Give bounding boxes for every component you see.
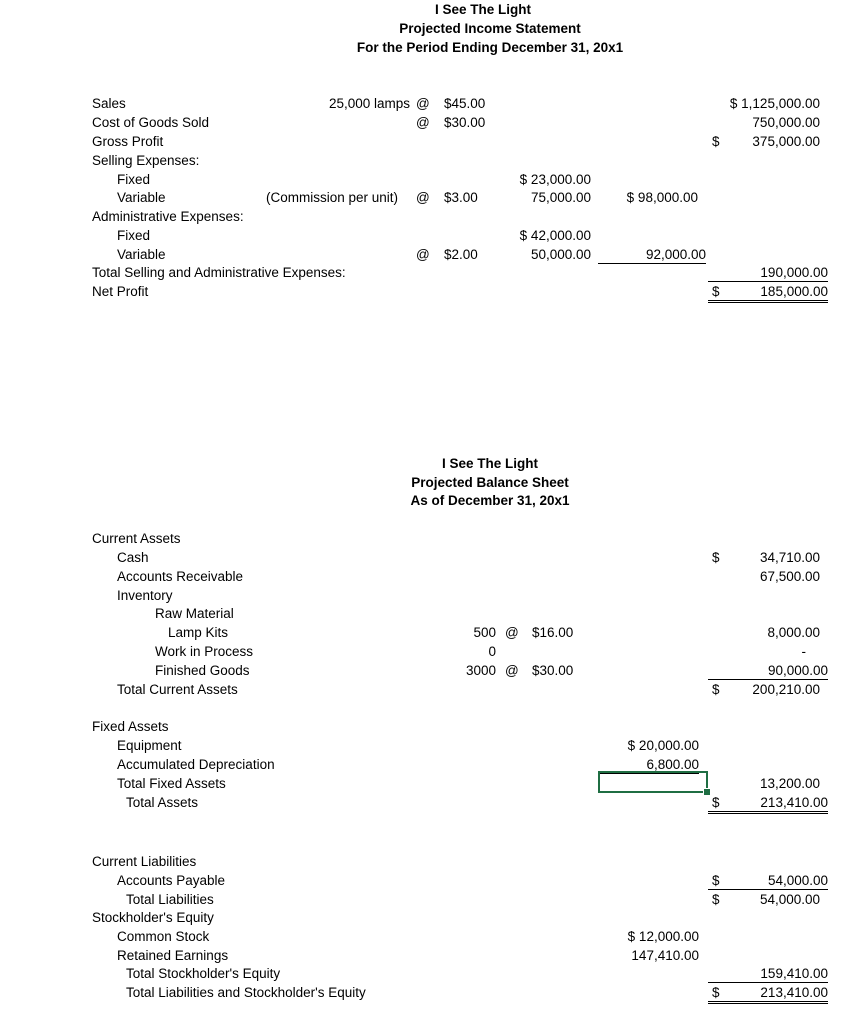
income-subtitle: Projected Income Statement	[399, 21, 581, 36]
cash-dollar: $	[712, 550, 720, 565]
ta-dollar: $	[712, 795, 720, 810]
gross-profit-label[interactable]: Gross Profit	[92, 134, 164, 149]
current-assets-label[interactable]: Current Assets	[92, 531, 181, 546]
at-sign: @	[416, 247, 430, 262]
admin-total[interactable]: 92,000.00	[598, 247, 706, 264]
total-se-amount[interactable]: 159,410.00	[708, 966, 828, 983]
at-sign: @	[505, 625, 519, 640]
raw-material-label[interactable]: Raw Material	[155, 606, 234, 621]
ar-label[interactable]: Accounts Receivable	[117, 569, 244, 584]
cogs-label[interactable]: Cost of Goods Sold	[92, 115, 210, 130]
wip-label[interactable]: Work in Process	[155, 644, 254, 659]
finished-goods-qty[interactable]: 3000	[465, 663, 496, 678]
at-sign: @	[416, 115, 430, 130]
balance-subtitle: Projected Balance Sheet	[411, 475, 569, 490]
admin-variable-label[interactable]: Variable	[117, 247, 166, 262]
total-assets-amount[interactable]: 213,410.00	[708, 795, 828, 814]
lamp-kits-qty[interactable]: 500	[473, 625, 496, 640]
at-sign: @	[416, 96, 430, 111]
total-se-label[interactable]: Total Stockholder's Equity	[126, 966, 281, 981]
net-profit-dollar: $	[712, 284, 720, 299]
total-liab-se-label[interactable]: Total Liabilities and Stockholder's Equity	[126, 985, 366, 1000]
selling-variable-label[interactable]: Variable	[117, 190, 166, 205]
common-stock-amount[interactable]: $ 12,000.00	[627, 929, 699, 944]
equipment-amount[interactable]: $ 20,000.00	[627, 738, 699, 753]
stockholders-equity-label[interactable]: Stockholder's Equity	[92, 910, 214, 925]
selling-fixed-label[interactable]: Fixed	[117, 172, 151, 187]
admin-fixed-label[interactable]: Fixed	[117, 228, 151, 243]
wip-qty[interactable]: 0	[488, 644, 496, 659]
total-sa-label[interactable]: Total Selling and Administrative Expenses:	[92, 265, 346, 280]
selling-variable-amount[interactable]: 75,000.00	[530, 190, 591, 205]
inventory-label[interactable]: Inventory	[117, 588, 173, 603]
accum-depr-amount[interactable]: 6,800.00	[598, 757, 699, 774]
sales-label[interactable]: Sales	[92, 96, 126, 111]
at-sign: @	[416, 190, 430, 205]
gross-profit-total[interactable]: 375,000.00	[752, 134, 820, 149]
cash-amount[interactable]: 34,710.00	[759, 550, 820, 565]
sales-total[interactable]: $ 1,125,000.00	[729, 96, 820, 111]
sales-price[interactable]: $45.00	[444, 96, 486, 111]
fixed-assets-label[interactable]: Fixed Assets	[92, 719, 169, 734]
commission-note[interactable]: (Commission per unit)	[266, 190, 399, 205]
income-title: I See The Light	[434, 2, 532, 17]
finished-goods-amount[interactable]: 90,000.00	[708, 663, 828, 680]
total-sa-amount[interactable]: 190,000.00	[708, 265, 828, 282]
tl-dollar: $	[712, 892, 720, 907]
balance-date: As of December 31, 20x1	[410, 493, 570, 508]
gross-profit-dollar: $	[712, 134, 720, 149]
wip-amount[interactable]: -	[801, 644, 806, 659]
common-stock-label[interactable]: Common Stock	[117, 929, 210, 944]
total-current-assets-label[interactable]: Total Current Assets	[117, 682, 238, 697]
tca-dollar: $	[712, 682, 720, 697]
finished-goods-label[interactable]: Finished Goods	[155, 663, 250, 678]
retained-earnings-label[interactable]: Retained Earnings	[117, 948, 229, 963]
cogs-price[interactable]: $30.00	[444, 115, 486, 130]
admin-expenses-label[interactable]: Administrative Expenses:	[92, 209, 244, 224]
total-liab-se-amount[interactable]: 213,410.00	[708, 985, 828, 1004]
balance-title: I See The Light	[441, 456, 539, 471]
lamp-kits-label[interactable]: Lamp Kits	[168, 625, 229, 640]
admin-variable-amount[interactable]: 50,000.00	[530, 247, 591, 262]
cash-label[interactable]: Cash	[117, 550, 149, 565]
accum-depr-label[interactable]: Accumulated Depreciation	[117, 757, 275, 772]
retained-earnings-amount[interactable]: 147,410.00	[631, 948, 699, 963]
finished-goods-price[interactable]: $30.00	[532, 663, 574, 678]
selected-cell[interactable]	[598, 771, 708, 793]
selling-fixed-amount[interactable]: $ 23,000.00	[519, 172, 591, 187]
lamp-kits-amount[interactable]: 8,000.00	[767, 625, 820, 640]
ap-dollar: $	[712, 873, 720, 888]
lamp-kits-price[interactable]: $16.00	[532, 625, 574, 640]
sales-units[interactable]: 25,000 lamps	[328, 96, 410, 111]
ar-amount[interactable]: 67,500.00	[759, 569, 820, 584]
total-current-assets-amount[interactable]: 200,210.00	[752, 682, 820, 697]
ap-amount[interactable]: 54,000.00	[708, 873, 828, 890]
net-profit-amount[interactable]: 185,000.00	[708, 284, 828, 303]
total-liabilities-amount[interactable]: 54,000.00	[759, 892, 820, 907]
selling-expenses-label[interactable]: Selling Expenses:	[92, 153, 200, 168]
total-assets-label[interactable]: Total Assets	[126, 795, 199, 810]
total-fixed-assets-amount[interactable]: 13,200.00	[759, 776, 820, 791]
commission-rate[interactable]: $3.00	[444, 190, 478, 205]
ap-label[interactable]: Accounts Payable	[117, 873, 226, 888]
current-liabilities-label[interactable]: Current Liabilities	[92, 854, 197, 869]
tlse-dollar: $	[712, 985, 720, 1000]
income-period: For the Period Ending December 31, 20x1	[356, 40, 624, 55]
at-sign: @	[505, 663, 519, 678]
net-profit-label[interactable]: Net Profit	[92, 284, 149, 299]
cogs-total[interactable]: 750,000.00	[752, 115, 820, 130]
total-fixed-assets-label[interactable]: Total Fixed Assets	[117, 776, 226, 791]
selling-total[interactable]: $ 98,000.00	[626, 190, 698, 205]
total-liabilities-label[interactable]: Total Liabilities	[126, 892, 214, 907]
admin-fixed-amount[interactable]: $ 42,000.00	[519, 228, 591, 243]
admin-variable-rate[interactable]: $2.00	[444, 247, 478, 262]
equipment-label[interactable]: Equipment	[117, 738, 182, 753]
